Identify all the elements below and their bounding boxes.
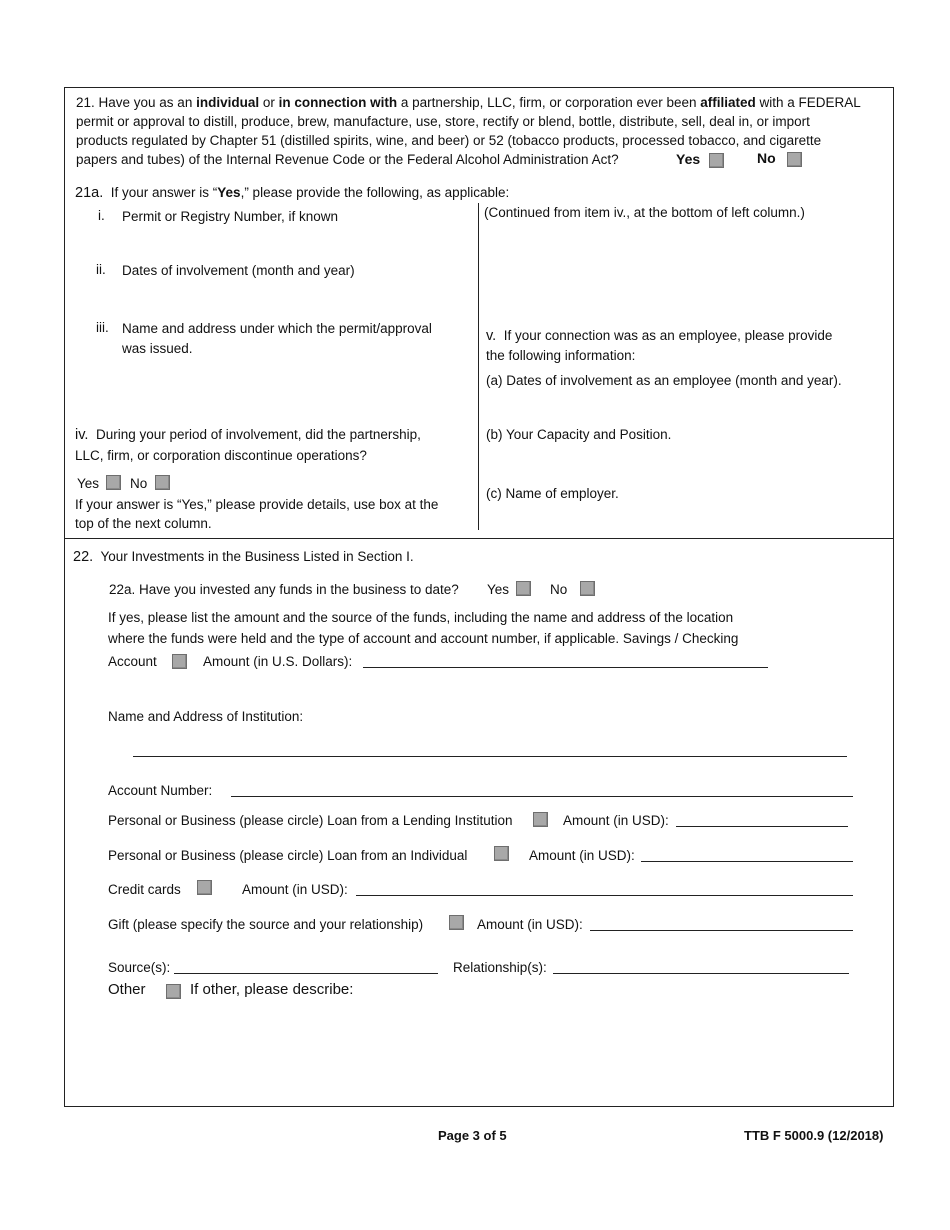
credit-cards-amount-field[interactable] (356, 895, 853, 896)
q21-yes-checkbox[interactable] (709, 153, 724, 168)
q21a-iii-number: iii. (96, 320, 109, 335)
other-label: Other (108, 981, 146, 998)
institution-label: Name and Address of Institution: (108, 709, 304, 724)
account-number-field[interactable] (231, 796, 853, 797)
q21a-v-a: (a) Dates of involvement as an employee (month and year). (486, 373, 842, 388)
page-number: Page 3 of 5 (438, 1128, 507, 1143)
loan-individual-checkbox[interactable] (494, 846, 509, 861)
q21a-ii-text: Dates of involvement (month and year) (122, 263, 355, 278)
sources-field[interactable] (174, 973, 438, 974)
q22a-yes-label: Yes (487, 582, 510, 597)
q21-line1: 21. Have you as an individual or in connection with a partnership, LLC, firm, or corporation ever been affiliated with a FEDERAL (76, 95, 861, 110)
credit-cards-checkbox[interactable] (197, 880, 212, 895)
q22-instructions-1: If yes, please list the amount and the source of the funds, including the name and address of the location (108, 610, 734, 625)
q22a-yes-checkbox[interactable] (516, 581, 531, 596)
q22a-no-label: No (550, 582, 568, 597)
q21a-heading: 21a. If your answer is “Yes,” please provide the following, as applicable: (75, 185, 510, 201)
column-divider (478, 203, 479, 530)
q21a-iv-line2: LLC, firm, or corporation discontinue operations? (75, 448, 367, 463)
frame-left (64, 87, 65, 1107)
relationships-field[interactable] (553, 973, 849, 974)
q21a-v-line1: v. If your connection was as an employee, please provide (486, 328, 833, 344)
savings-account-label: Account (108, 654, 157, 669)
savings-account-checkbox[interactable] (172, 654, 187, 669)
q21a-iv-details-2: top of the next column. (75, 516, 212, 531)
q21-yes-label: Yes (676, 151, 701, 167)
loan-lending-checkbox[interactable] (533, 812, 548, 827)
q21a-iv-yes-checkbox[interactable] (106, 475, 121, 490)
form-identifier: TTB F 5000.9 (12/2018) (744, 1128, 884, 1143)
gift-checkbox[interactable] (449, 915, 464, 930)
q22-instructions-2: where the funds were held and the type of account and account number, if applicable. Savings / Checking (108, 631, 739, 646)
gift-label: Gift (please specify the source and your relationship) (108, 917, 424, 932)
q21a-v-c: (c) Name of employer. (486, 486, 619, 501)
other-describe-label: If other, please describe: (190, 981, 354, 998)
q21-line4: papers and tubes) of the Internal Revenue Code or the Federal Alcohol Administration Act? (76, 152, 619, 167)
sources-label: Source(s): (108, 960, 171, 975)
frame-bottom (64, 1106, 894, 1107)
savings-amount-label: Amount (in U.S. Dollars): (203, 654, 353, 669)
loan-lending-amount-label: Amount (in USD): (563, 813, 669, 828)
frame-right (893, 87, 894, 1107)
relationships-label: Relationship(s): (453, 960, 547, 975)
q21a-i-text: Permit or Registry Number, if known (122, 209, 339, 224)
account-number-label: Account Number: (108, 783, 213, 798)
q21a-continued-note: (Continued from item iv., at the bottom of left column.) (484, 205, 805, 220)
loan-individual-amount-label: Amount (in USD): (529, 848, 635, 863)
q21a-iv-no-checkbox[interactable] (155, 475, 170, 490)
q21a-v-line2: the following information: (486, 348, 636, 363)
q21a-iii-text-1: Name and address under which the permit/approval (122, 321, 432, 336)
gift-amount-label: Amount (in USD): (477, 917, 583, 932)
other-checkbox[interactable] (166, 984, 181, 999)
q22a-question: 22a. Have you invested any funds in the business to date? (109, 582, 459, 597)
q21a-iv-details-1: If your answer is “Yes,” please provide details, use box at the (75, 497, 439, 512)
q21a-i-number: i. (98, 208, 105, 223)
credit-cards-amount-label: Amount (in USD): (242, 882, 348, 897)
q21a-iv-line1: iv. During your period of involvement, did the partnership, (75, 427, 421, 443)
q21-line2: permit or approval to distill, produce, brew, manufacture, use, store, rectify or blend, bottle, distribute, sell, deal in, or import (76, 114, 810, 129)
q21a-iii-text-2: was issued. (122, 341, 193, 356)
q21a-iv-no-label: No (130, 476, 148, 491)
q21a-ii-number: ii. (96, 262, 106, 277)
q21a-iv-yes-label: Yes (77, 476, 100, 491)
institution-field[interactable] (133, 756, 847, 757)
loan-lending-amount-field[interactable] (676, 826, 848, 827)
savings-amount-field[interactable] (363, 667, 768, 668)
q21-no-checkbox[interactable] (787, 152, 802, 167)
q22-heading: 22. Your Investments in the Business Listed in Section I. (73, 549, 414, 565)
section-divider (64, 538, 894, 539)
loan-individual-label: Personal or Business (please circle) Loan from an Individual (108, 848, 468, 863)
q21-line3: products regulated by Chapter 51 (distilled spirits, wine, and beer) or 52 (tobacco products, processed tobacco, and cigarette (76, 133, 822, 148)
credit-cards-label: Credit cards (108, 882, 181, 897)
frame-top (64, 87, 894, 88)
q21a-v-b: (b) Your Capacity and Position. (486, 427, 672, 442)
q22a-no-checkbox[interactable] (580, 581, 595, 596)
loan-individual-amount-field[interactable] (641, 861, 853, 862)
gift-amount-field[interactable] (590, 930, 853, 931)
q21-no-label: No (757, 150, 776, 166)
loan-lending-label: Personal or Business (please circle) Loan from a Lending Institution (108, 813, 513, 828)
